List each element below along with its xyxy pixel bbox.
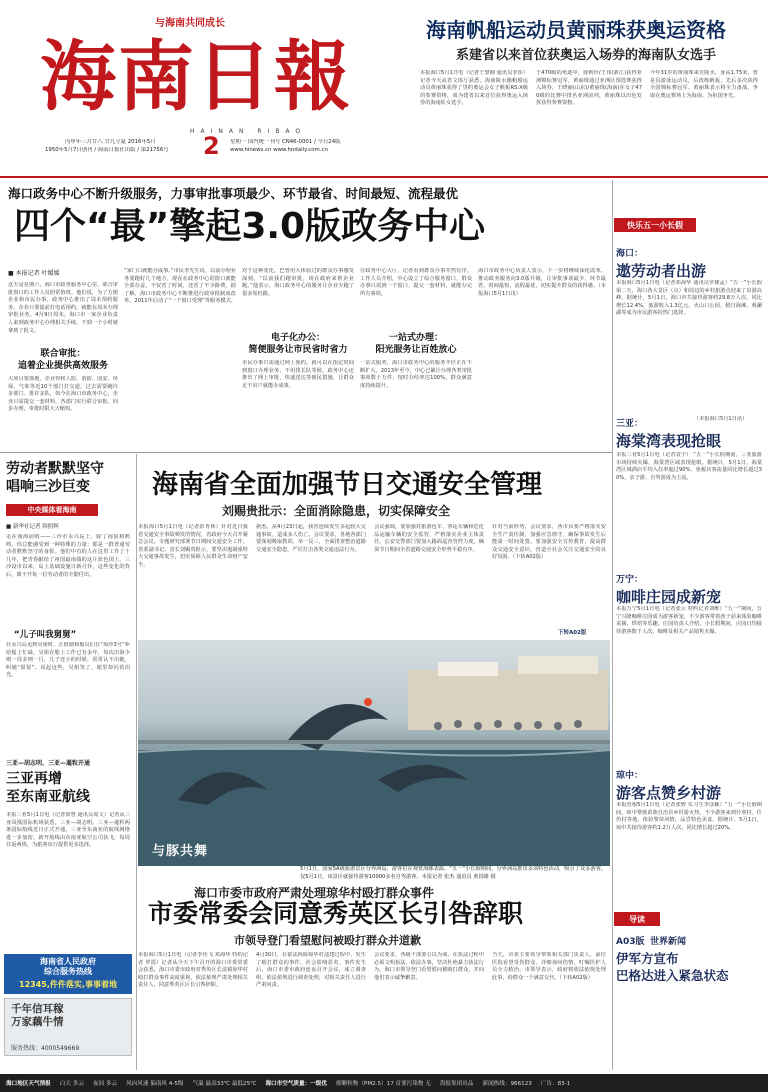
main-story-col-1: 这天是星期六，海口市政务服务中心里，联合审批窗口的工作人员照常值班。他们说，为了方便企业和市民办事，政务中心推出了周末预约服务，企业只要提前打电话预约，就能在周末办理审批业务。4月9日周末，海口市一家企业负责人来到政务中心办理相关手续，不到一个小时就拿到了批文。 <box>8 282 118 334</box>
main-story-subhead-3: 一站式办理： 阳光服务让百姓放心 <box>375 333 457 355</box>
main-story-byline: ■ 本报记者 叶媛媛 <box>8 270 60 277</box>
divider-left-column <box>136 454 137 1070</box>
main-story-col-3: 对于这种变化，巴曾用大体验过的群众办事感受深刻。“以前我们跑审批，现在政府来帮企业跑。”他表示，海口政务中心的服务让企业少跑了很多冤枉路。 <box>242 268 354 297</box>
main-story-col-1b: 大项目要落地，企业得和人防、消防、国安、环保、气象等近10个部门打交道，过去需要跑许多部门、排许多队，如今在海口市政务中心，企业只需提交一套材料，各部门实行联合审批、同步办理，审批时限大大缩短。 <box>8 376 118 413</box>
masthead <box>40 6 420 178</box>
right-item-4-location: 琼中： <box>616 771 644 781</box>
page-number: 2 <box>203 132 220 160</box>
traffic-col-4: 针对当前形势，会议要求，各市县要严格落实安全生产责任制，加强应急值守，确保事故发生后能第一时间处置。要加强安全宣传教育，提高群众交通安全意识，营造全社会关注交通安全的良好氛围。（下转A02版） <box>492 524 606 561</box>
traffic-col-3: 会议强调，要加强对旅游包车、客运车辆和危化品运输车辆的安全监管，严格落实企业主体责任。公安交警部门要加大路面巡查管控力度，确保节日期间全省道路交通安全形势平稳有序。 <box>374 524 484 553</box>
main-story-col-3b: 市民办事只需通过网上预约，就可以在指定时间到窗口办理业务，不用排长队等候。政务中心还推出了网上审批、快递送达等便民措施，让群众足不出户就能办成事。 <box>242 360 354 389</box>
traffic-subhead: 刘赐贵批示：全面消除隐患，切实保障安全 <box>222 504 451 518</box>
masthead-founded: 1950年5月7日创刊 / 海南日报社出版 / 第21756号 <box>45 147 169 153</box>
right-item-1-location: 海口： <box>616 249 644 259</box>
left-feature-headline: 劳动者默默坚守 唱响三沙巨变 <box>6 461 104 495</box>
left-feature-tag: 中央媒体看海南 <box>6 504 98 516</box>
right-item-4-text: 本报营根5月1日电（记者张野 实习生李彦颖）“五一”小长假期间，琼中黎族苗族自治县乡村游火热，不少游客来到什寒村、什仍村等地，体验黎苗风情，品尝特色美食。据统计，5月1日，琼中共接待游客约1.2万人次，同比增长超过20%。 <box>616 802 762 831</box>
right-section-title: 快乐五一小长假 <box>614 218 696 232</box>
left-ad-text: 千年信耳稼 万家藕牛情 <box>11 1003 64 1028</box>
right-item-2-text: 本报三亚5月1日电（记者袁宇） “五一”小长假期间，三亚旅游市场持续火爆，海棠湾区域表现抢眼。据统计，5月1日，海棠湾区域酒店平均入住率超过90%，免税店客流量同比增长超过30%，亲子游、自驾游成为主流。 <box>616 452 762 481</box>
bottom-col-4: 当天，市委主要领导带领相关部门负责人，前往医院看望受伤群众，详细询问伤情，叮嘱医护人员全力救治。市领导表示，政府将依法依规处理此事，给群众一个满意交代。（下转A02版） <box>492 952 606 981</box>
right-item-2-location: 三亚： <box>616 419 644 429</box>
traffic-col-1: 本报海口5月1日电（记者彭青林）针对近日我省交通安全事故频发的情况，省政府今天召开紧急会议，专题研究部署节日期间交通安全工作。省委副书记、省长刘赐贵批示，要坚决遏制重特大交通事故发生，切实保障人民群众生命财产安全。 <box>138 524 248 568</box>
divider-top <box>0 176 768 178</box>
dolphin-photo-illustration <box>138 640 610 866</box>
bottom-story <box>138 884 610 1070</box>
footer-temperature: 气温 最高33℃ 最低25℃ <box>192 1081 257 1087</box>
main-story-col-2: “家门口就能办成事。”市民李先生说，以前办理业务要跑好几个地方，现在在政务中心的窗口就能全部办妥，不仅省了时间，还省了不少路费。据了解，海口市政务中心不断推进行政审批制度改革，2011年启动了“一个窗口受理”等服务模式。 <box>124 268 236 305</box>
traffic-col-2: 据悉，从4月23日起，我省连续发生多起较大交通事故，造成多人伤亡。会议要求，各地各部门要深刻吸取教训，举一反三，全面排查整治道路交通安全隐患，严厉打击各类交通违法行为。 <box>256 524 366 553</box>
right-item-3-location: 万宁： <box>616 575 644 585</box>
bottom-col-1: 本报海口5月1日电（记者李佳飞 邓海华 特约记者 罗霞）记者从今天下午召开的海口市委常委会获悉，海口市委市政府对秀英区长流镇琼华村殴打群众事件高度重视，依法依规严肃处理相关责任人，同意秀英区区长引咎辞职。 <box>138 952 248 989</box>
divider-mid <box>0 452 612 453</box>
photo-label: 与豚共舞 <box>152 844 209 859</box>
dolphin-photo <box>138 640 610 866</box>
footer-publisher: 海报集团出品 <box>439 1081 474 1087</box>
guide-page[interactable]: A03版 <box>616 937 645 947</box>
left-hotline-title: 海南省人民政府 综合服务热线 <box>40 957 96 976</box>
main-story-col-4b: 一站式服务，海口市政务中心的服务半径正在不断扩大。2013年至今，中心已累计办理各类审批事项数十万件，按时办结率达100%，群众满意度持续提升。 <box>360 360 472 389</box>
guide-label: 导读 <box>614 912 660 926</box>
left-feature-text: 走在南海前哨——三沙市永兴岛上，除了海浪和鸥鸣，你总能感受到一种特殊的力量：那是一群普通劳动者默默坚守的身影。他们中有的人在这里工作了十几年，把青春献给了祖国最南端的这片蓝色国土。三沙设市以来，岛上基础设施日新月异，这些变化的背后，离不开每一位劳动者的辛勤付出。 <box>6 534 130 578</box>
footer-pm25: 细颗粒物（PM2.5）17 首要污染物 无 <box>336 1081 431 1087</box>
main-story-col-5: 海口市政务中心负责人表示，下一步将继续深化改革，推动政务服务向3.0版升级，让审批事项最少、环节最省、时间最短、流程最优，切实提升群众的获得感。（本报海口5月1日讯） <box>478 268 606 297</box>
footer-wind: 风向风速 偏南风 4-5级 <box>126 1081 184 1087</box>
top-story-headline: 海南帆船运动员黄丽珠获奥运资格 <box>426 18 726 42</box>
top-story-col-2: 于470级的角逐中，徐莉珍/王伟(浙江)获得亚洲锦标赛冠军，黄丽珠通过亚洲区预选赛获得入场券。王晓丽(山东)/黄丽珠(海南)在女子470级的比赛中排名亚洲前列，黄丽珠以出色发挥获得参赛资格。 <box>536 70 642 107</box>
photo-caption: 5月1日，国家5A级旅游景区分界洲岛，游客们在观赏海豚表演。“五一”小长假期间，分界洲岛推出多项特色活动，吸引了众多游客。仅5月1日，该景区就接待游客10000多名自驾游客。本报记者 张杰 通讯员 黄国雄 摄 <box>300 866 606 880</box>
left-route-headline: 三亚再增 至东南亚航线 <box>6 771 90 805</box>
right-item-4-headline: 游客点赞乡村游 <box>616 784 722 802</box>
traffic-continue-link[interactable]: 下转A02版 <box>558 630 587 636</box>
right-item-1-headline: 遨劳动者出游 <box>616 262 707 280</box>
divider-right-column <box>612 180 613 1070</box>
main-story-kicker: 海口政务中心不断升级服务，力事审批事项最少、环节最省、时间最短、流程最优 <box>8 186 459 201</box>
masthead-issn: 星期一 国内统一刊号 CN46-0001 / 今日24版 <box>230 139 341 145</box>
footer-day: 白天 多云 <box>59 1081 84 1087</box>
bottom-subhead: 市领导登门看望慰问被殴打群众并道歉 <box>234 934 421 947</box>
right-item-2-headline: 海棠湾表现抢眼 <box>616 432 722 450</box>
left-route-kicker: 三亚—胡志明、三亚—暹粒开通 <box>6 760 91 767</box>
top-story <box>420 14 760 174</box>
masthead-slogan: 与海南共同成长 <box>155 18 225 29</box>
top-story-subhead: 系建省以来首位获奥运入场券的海南队女选手 <box>456 48 717 63</box>
footer-ad-line: 广告：83-1 <box>540 1081 571 1087</box>
right-item-3-headline: 咖啡庄园成新宠 <box>616 588 722 606</box>
guide-section[interactable]: 世界新闻 <box>650 937 687 947</box>
right-item-1-text: 本报海口5月1日电（记者邓海华 通讯员罗雄孟）“五一”小长假第二天，海口各大景区（点）和周边的乡村旅游点迎来了出游高峰。据统计，5月1日，海口市共接待游客约29.8万人次，同比增长12.4%，旅游收入1.3亿元。火山口公园、假日海滩、观澜湖等成为市民游客的热门选择。 <box>616 280 762 317</box>
masthead-date: 丙申年三月廿八 廿九立夏 2016年5月 <box>65 139 156 145</box>
left-feature-sub: “儿子叫我舅舅” <box>14 630 77 640</box>
footer-air-quality: 海口市空气质量：一级优 <box>265 1081 327 1087</box>
left-ad-phone: 服务热线：4000549669 <box>11 1045 80 1052</box>
left-hotline-box <box>4 954 132 994</box>
left-column <box>0 454 134 1070</box>
main-story-subhead-1: 联合审批： 追着企业提供高效服务 <box>17 349 108 371</box>
bottom-col-2: 4月30日，在依法拆除琼华村违建过程中，发生了殴打群众的事件，社会影响恶劣。事件发生后，海口市委市政府连夜召开会议，成立调查组，依法依规进行调查处理，对相关责任人进行严肃问责。 <box>256 952 366 989</box>
footer-weather-title: 海口地区天气预报 <box>6 1081 51 1087</box>
footer-bar <box>0 1074 768 1092</box>
top-story-col-3: 今年31岁的黄丽珠来自陵水，身高1.75米，曾是县游泳运动员，后改练帆板，先后多次获得全国锦标赛冠军。黄丽珠表示将全力备战，争取在奥运赛场上为海南、为祖国争光。 <box>650 70 758 99</box>
masthead-website[interactable]: www.hinews.cn www.hndaily.com.cn <box>230 147 328 153</box>
right-item-1-tail: （本报海口5月1日讯） <box>694 416 748 422</box>
main-story-subhead-2: 电子化办公： 简便服务让市民省时省力 <box>248 333 348 355</box>
left-route-text: 本报三亚5月1日电（记者徐慧 通讯员周文）记者从三亚凤凰国际机场获悉，三亚—胡志明、三亚—暹粒两条国际航线近日正式开通，三亚至东南亚的航线网络进一步加密。新开航线由东南亚航空公司执飞，每周往返两班，为旅客出行提供更多选择。 <box>6 812 130 849</box>
footer-news-hotline: 新闻热线：966123 <box>482 1081 532 1087</box>
footer-night: 夜间 多云 <box>92 1081 118 1087</box>
right-column <box>614 180 766 1070</box>
bottom-col-3: 会议要求，各级干部要引以为戒，在执法过程中必须文明执法、依法办事，坚决杜绝暴力执法行为。海口市领导登门看望慰问被殴打群众，并向他们表示诚挚歉意。 <box>374 952 484 981</box>
bottom-kicker: 海口市委市政府严肃处理琼华村殴打群众事件 <box>194 886 435 900</box>
top-story-col-1: 本报海口5月1日电（记者王黎刚 通讯员李莎）记者今天从省文体厅获悉，海南陵水籍帆船运动员黄丽珠获得了里约奥运会女子帆板RS:X级的参赛资格，成为建省以来首位获得奥运入场券的海南队女选手。 <box>420 70 528 107</box>
left-feature-byline: ■ 新华社记者 韩照辉 <box>6 524 59 530</box>
left-hotline-number[interactable]: 12345,件件落实,事事着地 <box>19 980 117 989</box>
bottom-headline: 市委常委会同意秀英区长引咎辞职 <box>148 899 524 928</box>
main-story-col-4: 在政务中心大厅，记者看到群众办事井然有序。工作人员介绍，中心设立了综合服务窗口，群众办事只需到一个窗口、提交一套材料，就能办完所有事项。 <box>360 268 472 297</box>
main-story <box>0 182 612 452</box>
traffic-story <box>138 454 610 640</box>
left-feature-text-2: 在永兴岛见到吴姐时，正值她和船员们在“琼沙3号”补给船上忙碌。吴姐在船上工作已有多年，每次出海少则一周多则一月，儿子还小的时候，常常认不出她，叫她“舅舅”。说起这些，吴姐笑了，眼里却闪着泪光。 <box>6 642 130 679</box>
masthead-logo: 海南日報 <box>40 32 352 121</box>
right-item-3-text: 本报万宁5月1日电（记者张云 特约记者刘维）“五一”期间，万宁兴隆咖啡庄园成为游客新宠，不少游客带着孩子前来体验咖啡采摘、烘焙等乐趣。庄园负责人介绍，小长假期间，庄园日均接待游客数千人次，咖啡及相关产品销售火爆。 <box>616 606 762 635</box>
main-story-headline: 四个“最”擎起3.0版政务中心 <box>14 206 486 247</box>
guide-headline[interactable]: 伊军方宣布 巴格达进入紧急状态 <box>616 951 729 983</box>
traffic-headline: 海南省全面加强节日交通安全管理 <box>152 470 543 500</box>
masthead-pinyin: HAINAN RIBAO <box>190 128 307 135</box>
left-ad-box <box>4 998 132 1056</box>
